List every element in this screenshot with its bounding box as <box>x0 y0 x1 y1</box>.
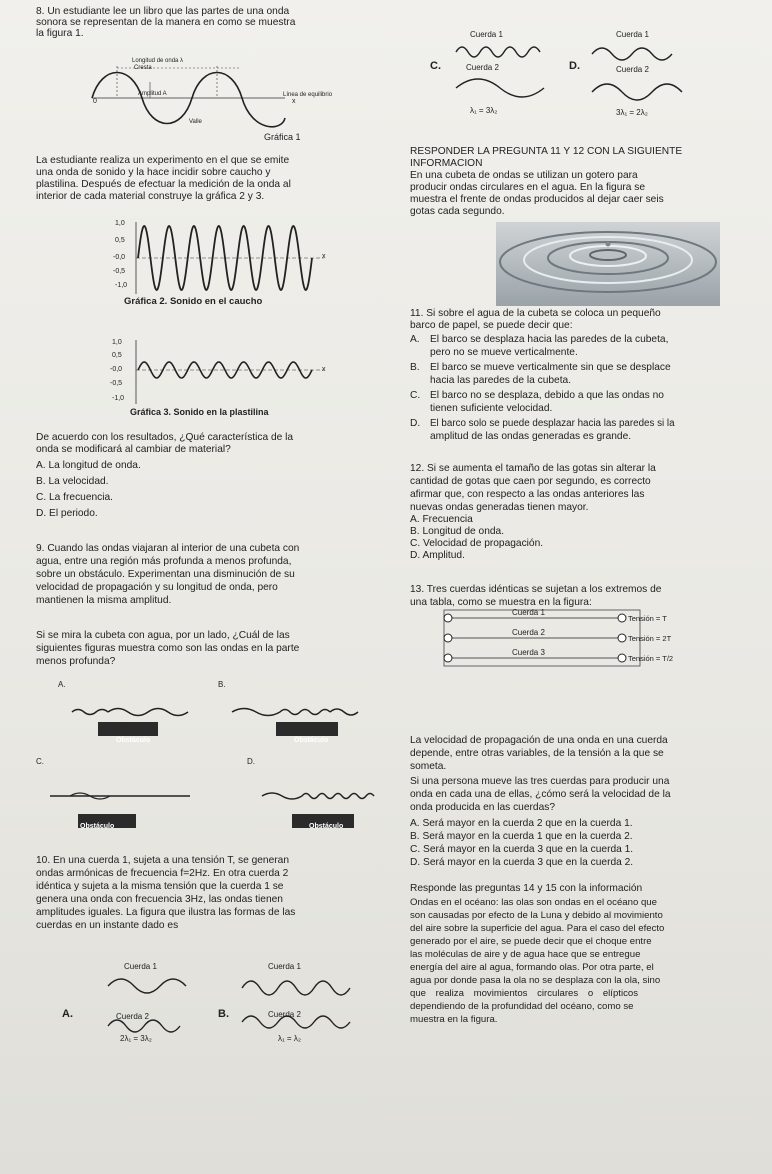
q11-option-b-letter[interactable]: B. <box>410 362 420 373</box>
graph3-tick-0: -0,0 <box>110 366 123 373</box>
q10-b-strings[interactable] <box>242 974 352 1040</box>
q8-question-2: onda se modificará al cambiar de material? <box>36 444 231 455</box>
q8-line-1: 8. Un estudiante lee un libro que las partes de una onda <box>36 6 290 17</box>
graph3-tick-m05: -0,5 <box>110 380 123 387</box>
graph2-tick-1: 1,0 <box>115 220 125 227</box>
q9-fig-a-letter[interactable]: A. <box>58 680 66 689</box>
q12-option-b[interactable]: B. Longitud de onda. <box>410 526 505 537</box>
q13-line-3: La velocidad de propagación de una onda en una cuerda <box>410 735 668 746</box>
q8-para-1: La estudiante realiza un experimento en el que se emite <box>36 155 290 166</box>
q13-line-7: onda en cada una de ellas, ¿cómo será la velocidad de la <box>410 789 671 800</box>
q9-fig-b-letter[interactable]: B. <box>218 680 226 689</box>
q10-c-cuerda1-label: Cuerda 1 <box>470 30 503 39</box>
q13-option-d[interactable]: D. Será mayor en la cuerda 3 que en la cuerda 2. <box>410 857 634 868</box>
q8-para-2: una onda de sonido y la hace incidir sobre caucho y <box>36 167 271 178</box>
q8-para-3: plastilina. Después de efectuar la medición de la onda al <box>36 179 291 190</box>
q13-line-1: 13. Tres cuerdas idénticas se sujetan a los extremos de <box>410 584 662 595</box>
info2-line-7: agua por donde pasa la ola no se desplaza con la ola, sino <box>410 975 661 986</box>
q9-line-2: agua, entre una región más profunda a menos profunda, <box>36 556 292 567</box>
q9-fig-c-obstacle-label: Obstáculo <box>80 823 115 830</box>
q11-option-c-line-1[interactable]: El barco no se desplaza, debido a que las ondas no <box>430 390 664 401</box>
info2-line-9: dependiendo de la profundidad del océano, como se <box>410 1001 634 1012</box>
q8-line-3: la figura 1. <box>36 28 84 39</box>
q13-option-a[interactable]: A. Será mayor en la cuerda 2 que en la cuerda 1. <box>410 818 633 829</box>
info1-heading-1: RESPONDER LA PREGUNTA 11 Y 12 CON LA SIGUIENTE <box>410 146 683 157</box>
fig1-wavelength-label: Longitud de onda λ <box>132 58 184 64</box>
info2-line-6: energía del aire al agua, formando olas. Por otra parte, el <box>410 962 654 973</box>
q9-line-4: velocidad de propagación y su longitud de onda, pero <box>36 582 278 593</box>
q9-fig-c-letter[interactable]: C. <box>36 757 44 766</box>
q11-option-a-letter[interactable]: A. <box>410 334 420 345</box>
info1-line-4: gotas cada segundo. <box>410 206 505 217</box>
q9-fig-d-waves[interactable] <box>262 768 382 828</box>
q11-option-a-line-1[interactable]: El barco se desplaza hacia las paredes de la cubeta, <box>430 334 669 345</box>
q13-line-4: depende, entre otras variables, de la tensión a la que se <box>410 748 664 759</box>
q13-tension3-label: Tensión = T/2 <box>628 654 674 663</box>
q10-d-relation: 3λ₁ = 2λ₂ <box>616 108 648 117</box>
info2-heading: Responde las preguntas 14 y 15 con la información <box>410 883 643 894</box>
fig1-origin-label: 0 <box>93 98 97 105</box>
q12-line-3: afirmar que, con respecto a las ondas anteriores las <box>410 489 645 500</box>
fig1-equilibrium-label: Línea de equilibrio <box>283 92 333 98</box>
q10-d-cuerda1-label: Cuerda 1 <box>616 30 649 39</box>
q11-line-1: 11. Si sobre el agua de la cubeta se coloca un pequeño <box>410 308 661 319</box>
q10-d-cuerda2-label: Cuerda 2 <box>616 65 649 74</box>
q9-fig-c-waves[interactable] <box>50 768 190 828</box>
q10-line-4: genera una onda con frecuencia 3Hz, las ondas tienen <box>36 894 283 905</box>
q13-line-6: Si una persona mueve las tres cuerdas para producir una <box>410 776 670 787</box>
graph2-tick-m1: -1,0 <box>115 282 128 289</box>
info1-line-2: producir ondas circulares en el agua. En la figura se <box>410 182 646 193</box>
info1-heading-2: INFORMACION <box>410 158 483 169</box>
info2-line-4: generado por el aire, se puede decir que el choque entre <box>410 936 652 947</box>
q10-line-6: cuerdas en un instante dado es <box>36 920 179 931</box>
q10-line-3: idéntica y sujeta a la misma tensión que la cuerda 1 se <box>36 881 284 892</box>
fig1-x-label: x <box>292 98 296 105</box>
q13-cuerda2-label: Cuerda 2 <box>512 628 545 637</box>
q10-c-relation: λ₁ = 3λ₂ <box>470 106 498 115</box>
q11-option-c-letter[interactable]: C. <box>410 390 421 401</box>
info1-line-3: muestra el frente de ondas producidos al dejar caer seis <box>410 194 664 205</box>
q10-line-2: ondas armónicas de frecuencia f=2Hz. En otra cuerda 2 <box>36 868 289 879</box>
q8-option-d[interactable]: D. El periodo. <box>36 508 98 519</box>
q11-option-d-line-1[interactable]: El barco solo se puede desplazar hacia las paredes si la <box>430 418 675 429</box>
q13-cuerda1-label: Cuerda 1 <box>512 608 545 617</box>
q10-b-cuerda1-label: Cuerda 1 <box>268 962 301 971</box>
q12-line-4: nuevas ondas generadas tienen mayor. <box>410 502 589 513</box>
q10-b-letter[interactable]: B. <box>218 1008 229 1020</box>
ripple-tank-image <box>496 222 720 306</box>
q10-line-1: 10. En una cuerda 1, sujeta a una tensión T, se generan <box>36 855 289 866</box>
q9-fig-a-obstacle-label: Obstáculo <box>116 737 151 744</box>
q10-line-5: amplitudes iguales. La figura que ilustra las formas de las <box>36 907 296 918</box>
graph-3-plasticine-wave <box>134 340 344 406</box>
graph2-tick-0: -0,0 <box>113 254 126 261</box>
q13-line-2: una tabla, como se muestra en la figura: <box>410 597 592 608</box>
info2-line-3: del aire sobre la superficie del agua. Para el caso del efecto <box>410 923 665 934</box>
info2-line-8: que realiza movimientos circulares o elípticos <box>410 988 639 999</box>
info1-line-1: En una cubeta de ondas se utilizan un gotero para <box>410 170 638 181</box>
q8-line-2: sonora se representan de la manera en como se muestra <box>36 17 296 28</box>
q13-line-8: onda producida en las cuerdas? <box>410 802 555 813</box>
q11-option-b-line-2[interactable]: hacia las paredes de la cubeta. <box>430 375 572 386</box>
q9-fig-a-waves[interactable] <box>72 690 192 738</box>
info2-line-1: Ondas en el océano: las olas son ondas en el océano que <box>410 897 657 908</box>
graph3-tick-1: 1,0 <box>112 339 122 346</box>
graph-2-rubber-wave <box>134 222 344 296</box>
graph2-tick-m05: -0,5 <box>113 268 126 275</box>
q9-line-1: 9. Cuando las ondas viajaran al interior de una cubeta con <box>36 543 300 554</box>
q13-tension2-label: Tensión = 2T <box>628 634 672 643</box>
q9-fig-d-obstacle-label: Obstáculo <box>309 823 344 830</box>
q9-fig-b-waves[interactable] <box>232 690 358 738</box>
q10-a-cuerda1-label: Cuerda 1 <box>124 962 157 971</box>
fig1-amplitude-label: Amplitud A <box>138 91 167 97</box>
q13-line-5: someta. <box>410 761 447 772</box>
fig1-crest-label: Cresta <box>134 65 152 71</box>
graph2-title: Gráfica 2. Sonido en el caucho <box>124 296 263 307</box>
q9-line-8: menos profunda? <box>36 656 116 667</box>
q8-option-c[interactable]: C. La frecuencia. <box>36 492 114 503</box>
q10-c-letter[interactable]: C. <box>430 60 441 72</box>
q9-line-5: mantienen la misma amplitud. <box>36 595 172 606</box>
fig1-title: Gráfica 1 <box>264 132 301 142</box>
q11-option-a-line-2[interactable]: pero no se mueve verticalmente. <box>430 347 578 358</box>
q9-fig-b-obstacle-label: Obstáculo <box>294 737 329 744</box>
q13-tension1-label: Tensión = T <box>628 614 667 623</box>
graph2-tick-05: 0,5 <box>115 237 125 244</box>
q10-c-cuerda2-label: Cuerda 2 <box>466 63 499 72</box>
q10-d-letter[interactable]: D. <box>569 60 580 72</box>
q9-line-3: sobre un obstáculo. Experimentan una disminución de su <box>36 569 295 580</box>
q9-line-6: Si se mira la cubeta con agua, por un lado, ¿Cuál de las <box>36 630 290 641</box>
fig1-valley-label: Valle <box>189 119 202 125</box>
q13-option-b[interactable]: B. Será mayor en la cuerda 1 que en la cuerda 2. <box>410 831 633 842</box>
q13-option-c[interactable]: C. Será mayor en la cuerda 3 que en la cuerda 1. <box>410 844 634 855</box>
q12-option-d[interactable]: D. Amplitud. <box>410 550 465 561</box>
info2-line-2: son causadas por efecto de la Luna y debido al movimiento <box>410 910 663 921</box>
q12-option-c[interactable]: C. Velocidad de propagación. <box>410 538 544 549</box>
q12-line-2: cantidad de gotas que caen por segundo, es correcto <box>410 476 651 487</box>
graph3-x-label: x <box>322 366 326 373</box>
q9-line-7: siguientes figuras muestra como son las ondas en la parte <box>36 643 300 654</box>
q11-option-c-line-2[interactable]: tienen suficiente velocidad. <box>430 403 553 414</box>
graph3-tick-m1: -1,0 <box>112 395 125 402</box>
q9-fig-d-letter[interactable]: D. <box>247 757 255 766</box>
graph2-x-label: x <box>322 253 326 260</box>
graph3-title: Gráfica 3. Sonido en la plastilina <box>130 407 269 417</box>
q12-line-1: 12. Si se aumenta el tamaño de las gotas sin alterar la <box>410 463 656 474</box>
q10-a-relation: 2λ₁ = 3λ₂ <box>120 1034 152 1043</box>
q10-b-relation: λ₁ = λ₂ <box>278 1034 301 1043</box>
info2-line-10: muestra en la figura. <box>410 1014 498 1025</box>
q11-option-d-letter[interactable]: D. <box>410 418 421 429</box>
info2-line-5: las moléculas de aire y de agua hace que se entregue <box>410 949 641 960</box>
q8-question-1: De acuerdo con los resultados, ¿Qué característica de la <box>36 432 294 443</box>
graph3-tick-05: 0,5 <box>112 352 122 359</box>
q11-line-2: barco de papel, se puede decir que: <box>410 320 573 331</box>
q10-b-cuerda2-label: Cuerda 2 <box>268 1010 301 1019</box>
q8-para-4: interior de cada material construye la gráfica 2 y 3. <box>36 191 265 202</box>
figure-1-wave-diagram <box>90 58 290 140</box>
q10-a-cuerda2-label: Cuerda 2 <box>116 1012 149 1021</box>
q11-option-b-line-1[interactable]: El barco se mueve verticalmente sin que se desplace <box>430 362 671 373</box>
q13-three-strings-figure <box>440 610 650 666</box>
q11-option-d-line-2[interactable]: amplitud de las ondas generadas es grande. <box>430 431 632 442</box>
q13-cuerda3-label: Cuerda 3 <box>512 648 545 657</box>
q12-option-a[interactable]: A. Frecuencia <box>410 514 473 525</box>
q8-option-b[interactable]: B. La velocidad. <box>36 476 109 487</box>
q10-a-letter[interactable]: A. <box>62 1008 73 1020</box>
q8-option-a[interactable]: A. La longitud de onda. <box>36 460 141 471</box>
